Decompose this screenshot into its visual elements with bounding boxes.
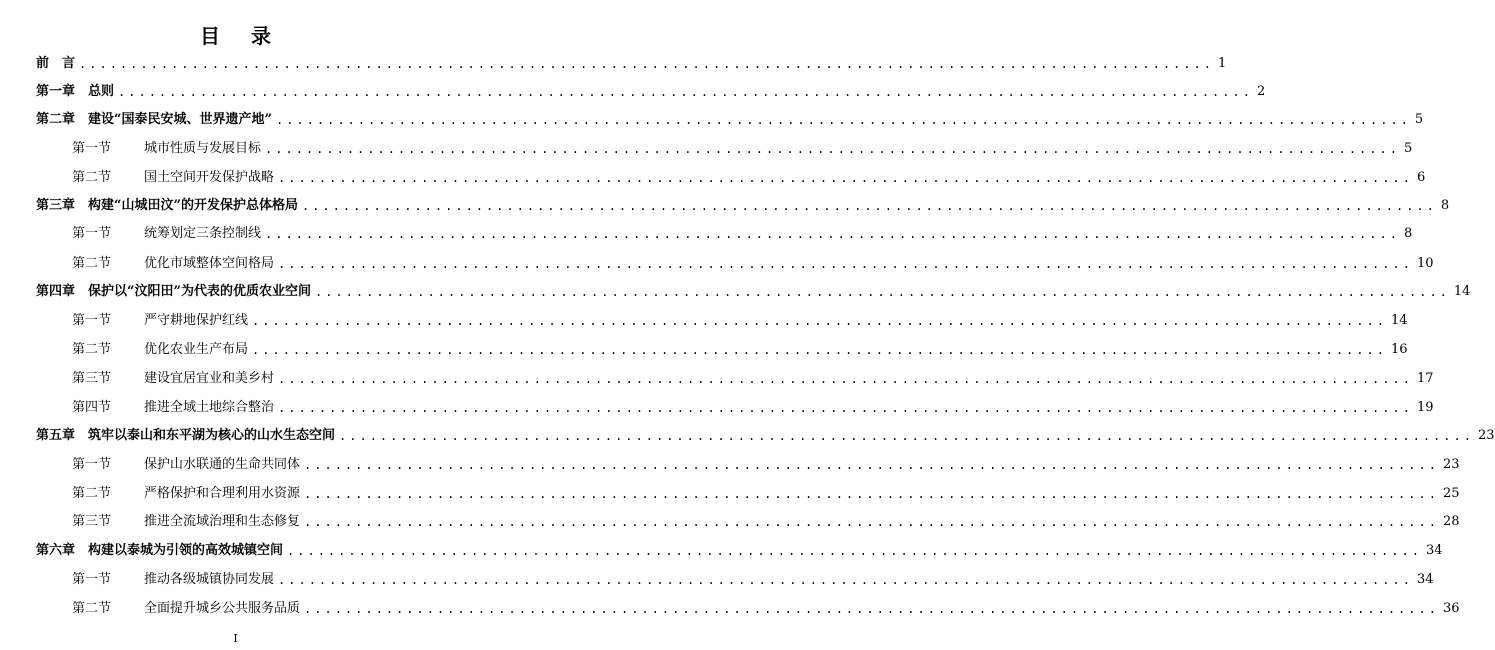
toc-section-number: 第一节 [72, 226, 112, 241]
toc-section-number: 第二节 [72, 256, 112, 271]
toc-entry-label [72, 486, 300, 502]
toc-chapter-entry[interactable] [0, 192, 1450, 214]
dot-leader: ............................................................................................................... [118, 85, 1253, 99]
toc-section-title: 城市性质与发展目标 [144, 141, 262, 156]
toc-page-number: 8 [1440, 198, 1450, 213]
toc-section-title: 统筹划定三条控制线 [144, 226, 262, 241]
toc-chapter-entry[interactable] [0, 422, 1495, 444]
toc-section-title: 推进全域土地综合整治 [144, 400, 275, 415]
toc-section-title: 严守耕地保护红线 [144, 313, 249, 328]
toc-entry-label [72, 342, 248, 358]
toc-section-title: 推动各级城镇协同发展 [144, 572, 275, 587]
dot-leader: ............................................................................................................... [339, 429, 1474, 443]
toc-page-number: 34 [1425, 543, 1443, 558]
toc-entry-label: 第六章 构建以泰城为引领的高效城镇空间 [36, 543, 284, 558]
toc-section-number: 第一节 [72, 141, 112, 156]
toc-section-number: 第一节 [72, 313, 112, 328]
toc-entry-label [72, 256, 274, 272]
toc-section-number: 第二节 [72, 601, 112, 616]
toc-section-entry[interactable] [0, 451, 1460, 473]
toc-page-number: 23 [1442, 457, 1460, 472]
toc-section-entry[interactable] [0, 307, 1408, 329]
toc-page-number: 2 [1256, 84, 1266, 99]
toc-entry-label [72, 141, 261, 157]
toc-section-title: 推进全流域治理和生态修复 [144, 514, 301, 529]
dot-leader: ............................................................................................................... [304, 515, 1439, 529]
toc-page-number: 17 [1416, 371, 1434, 386]
toc-section-number: 第二节 [72, 486, 112, 501]
toc-page-number: 23 [1477, 428, 1495, 443]
toc-section-title: 严格保护和合理利用水资源 [144, 486, 301, 501]
dot-leader: ............................................................................................................... [278, 171, 1413, 185]
toc-page-number: 10 [1416, 256, 1434, 271]
toc-section-title: 优化市域整体空间格局 [144, 256, 275, 271]
dot-leader: ............................................................................................................... [314, 285, 1450, 299]
toc-entry-label [72, 601, 300, 617]
toc-page-number: 16 [1390, 342, 1408, 357]
dot-leader: ............................................................................................................... [278, 372, 1413, 386]
toc-section-number: 第三节 [72, 371, 112, 386]
dot-leader: ............................................................................................................... [252, 314, 1387, 328]
toc-page-number: 1 [1217, 56, 1227, 71]
toc-entry-label: 第五章 筑牢以泰山和东平湖为核心的山水生态空间 [36, 428, 336, 443]
toc-section-number: 第一节 [72, 457, 112, 472]
toc-chapter-entry[interactable] [0, 537, 1443, 559]
dot-leader: ............................................................................................................... [304, 602, 1439, 616]
toc-entry-label: 第二章 建设“国泰民安城、世界遗产地” [36, 112, 272, 127]
toc-section-entry[interactable] [0, 220, 1413, 242]
toc-page-number: 19 [1416, 400, 1434, 415]
toc-page-number: 34 [1416, 572, 1434, 587]
toc-entry-label [72, 457, 300, 473]
toc-section-number: 第三节 [72, 514, 112, 529]
toc-entry-label: 第三章 构建“山城田汶”的开发保护总体格局 [36, 198, 298, 213]
toc-section-number: 第一节 [72, 572, 112, 587]
toc-section-entry[interactable] [0, 365, 1434, 387]
toc-chapter-entry[interactable] [0, 78, 1266, 100]
toc-section-entry[interactable] [0, 164, 1426, 186]
toc-entry-label: 第一章 总则 [36, 84, 115, 99]
toc-section-entry[interactable] [0, 480, 1460, 502]
toc-section-number: 第二节 [72, 170, 112, 185]
toc-section-entry[interactable] [0, 566, 1434, 588]
toc-page-number: 14 [1390, 313, 1408, 328]
toc-page-number: 6 [1416, 170, 1426, 185]
dot-leader: ............................................................................................................... [278, 573, 1413, 587]
toc-section-title: 优化农业生产布局 [144, 342, 249, 357]
dot-leader: ............................................................................................................... [252, 343, 1387, 357]
toc-page-number: 36 [1442, 601, 1460, 616]
dot-leader: ............................................................................................................... [304, 458, 1439, 472]
toc-section-entry[interactable] [0, 394, 1434, 416]
toc-section-entry[interactable] [0, 595, 1460, 617]
toc-chapter-entry[interactable] [0, 278, 1471, 300]
dot-leader: ............................................................................................................... [304, 487, 1439, 501]
toc-chapter-entry[interactable] [0, 50, 1227, 72]
toc-section-entry[interactable] [0, 336, 1408, 358]
toc-entry-label: 第四章 保护以“汶阳田”为代表的优质农业空间 [36, 284, 311, 299]
toc-entry-label [72, 226, 261, 242]
dot-leader: ............................................................................................................... [301, 199, 1437, 213]
dot-leader: ............................................................................................................... [275, 113, 1411, 127]
toc-entry-label: 前 言 [36, 56, 76, 71]
page-title: 目 录 [200, 24, 283, 48]
toc-section-title: 保护山水联通的生命共同体 [144, 457, 301, 472]
toc-page-number: 5 [1414, 112, 1424, 127]
toc-section-title: 全面提升城乡公共服务品质 [144, 601, 301, 616]
toc-section-number: 第二节 [72, 342, 112, 357]
toc-section-title: 国土空间开发保护战略 [144, 170, 275, 185]
toc-page-number: 14 [1453, 284, 1471, 299]
toc-section-entry[interactable] [0, 508, 1460, 530]
dot-leader: ............................................................................................................... [278, 257, 1413, 271]
toc-page-number: 8 [1403, 226, 1413, 241]
dot-leader: ............................................................................................................... [278, 401, 1413, 415]
dot-leader: ............................................................................................................... [287, 544, 1422, 558]
toc-entry-label [72, 313, 248, 329]
toc-chapter-entry[interactable] [0, 106, 1424, 128]
toc-entry-label [72, 400, 274, 416]
toc-entry-label [72, 371, 274, 387]
toc-section-title: 建设宜居宜业和美乡村 [144, 371, 275, 386]
toc-section-entry[interactable] [0, 135, 1413, 157]
toc-section-entry[interactable] [0, 250, 1434, 272]
dot-leader: ............................................................................................................... [79, 57, 1214, 71]
toc-page-number: 5 [1403, 141, 1413, 156]
toc-entry-label [72, 170, 274, 186]
toc-page-number: 28 [1442, 514, 1460, 529]
toc-page-number: 25 [1442, 486, 1460, 501]
dot-leader: ............................................................................................................... [265, 227, 1400, 241]
dot-leader: ............................................................................................................... [265, 142, 1400, 156]
page-number: I [233, 632, 238, 645]
toc-entry-label [72, 514, 300, 530]
toc-entry-label [72, 572, 274, 588]
toc-section-number: 第四节 [72, 400, 112, 415]
